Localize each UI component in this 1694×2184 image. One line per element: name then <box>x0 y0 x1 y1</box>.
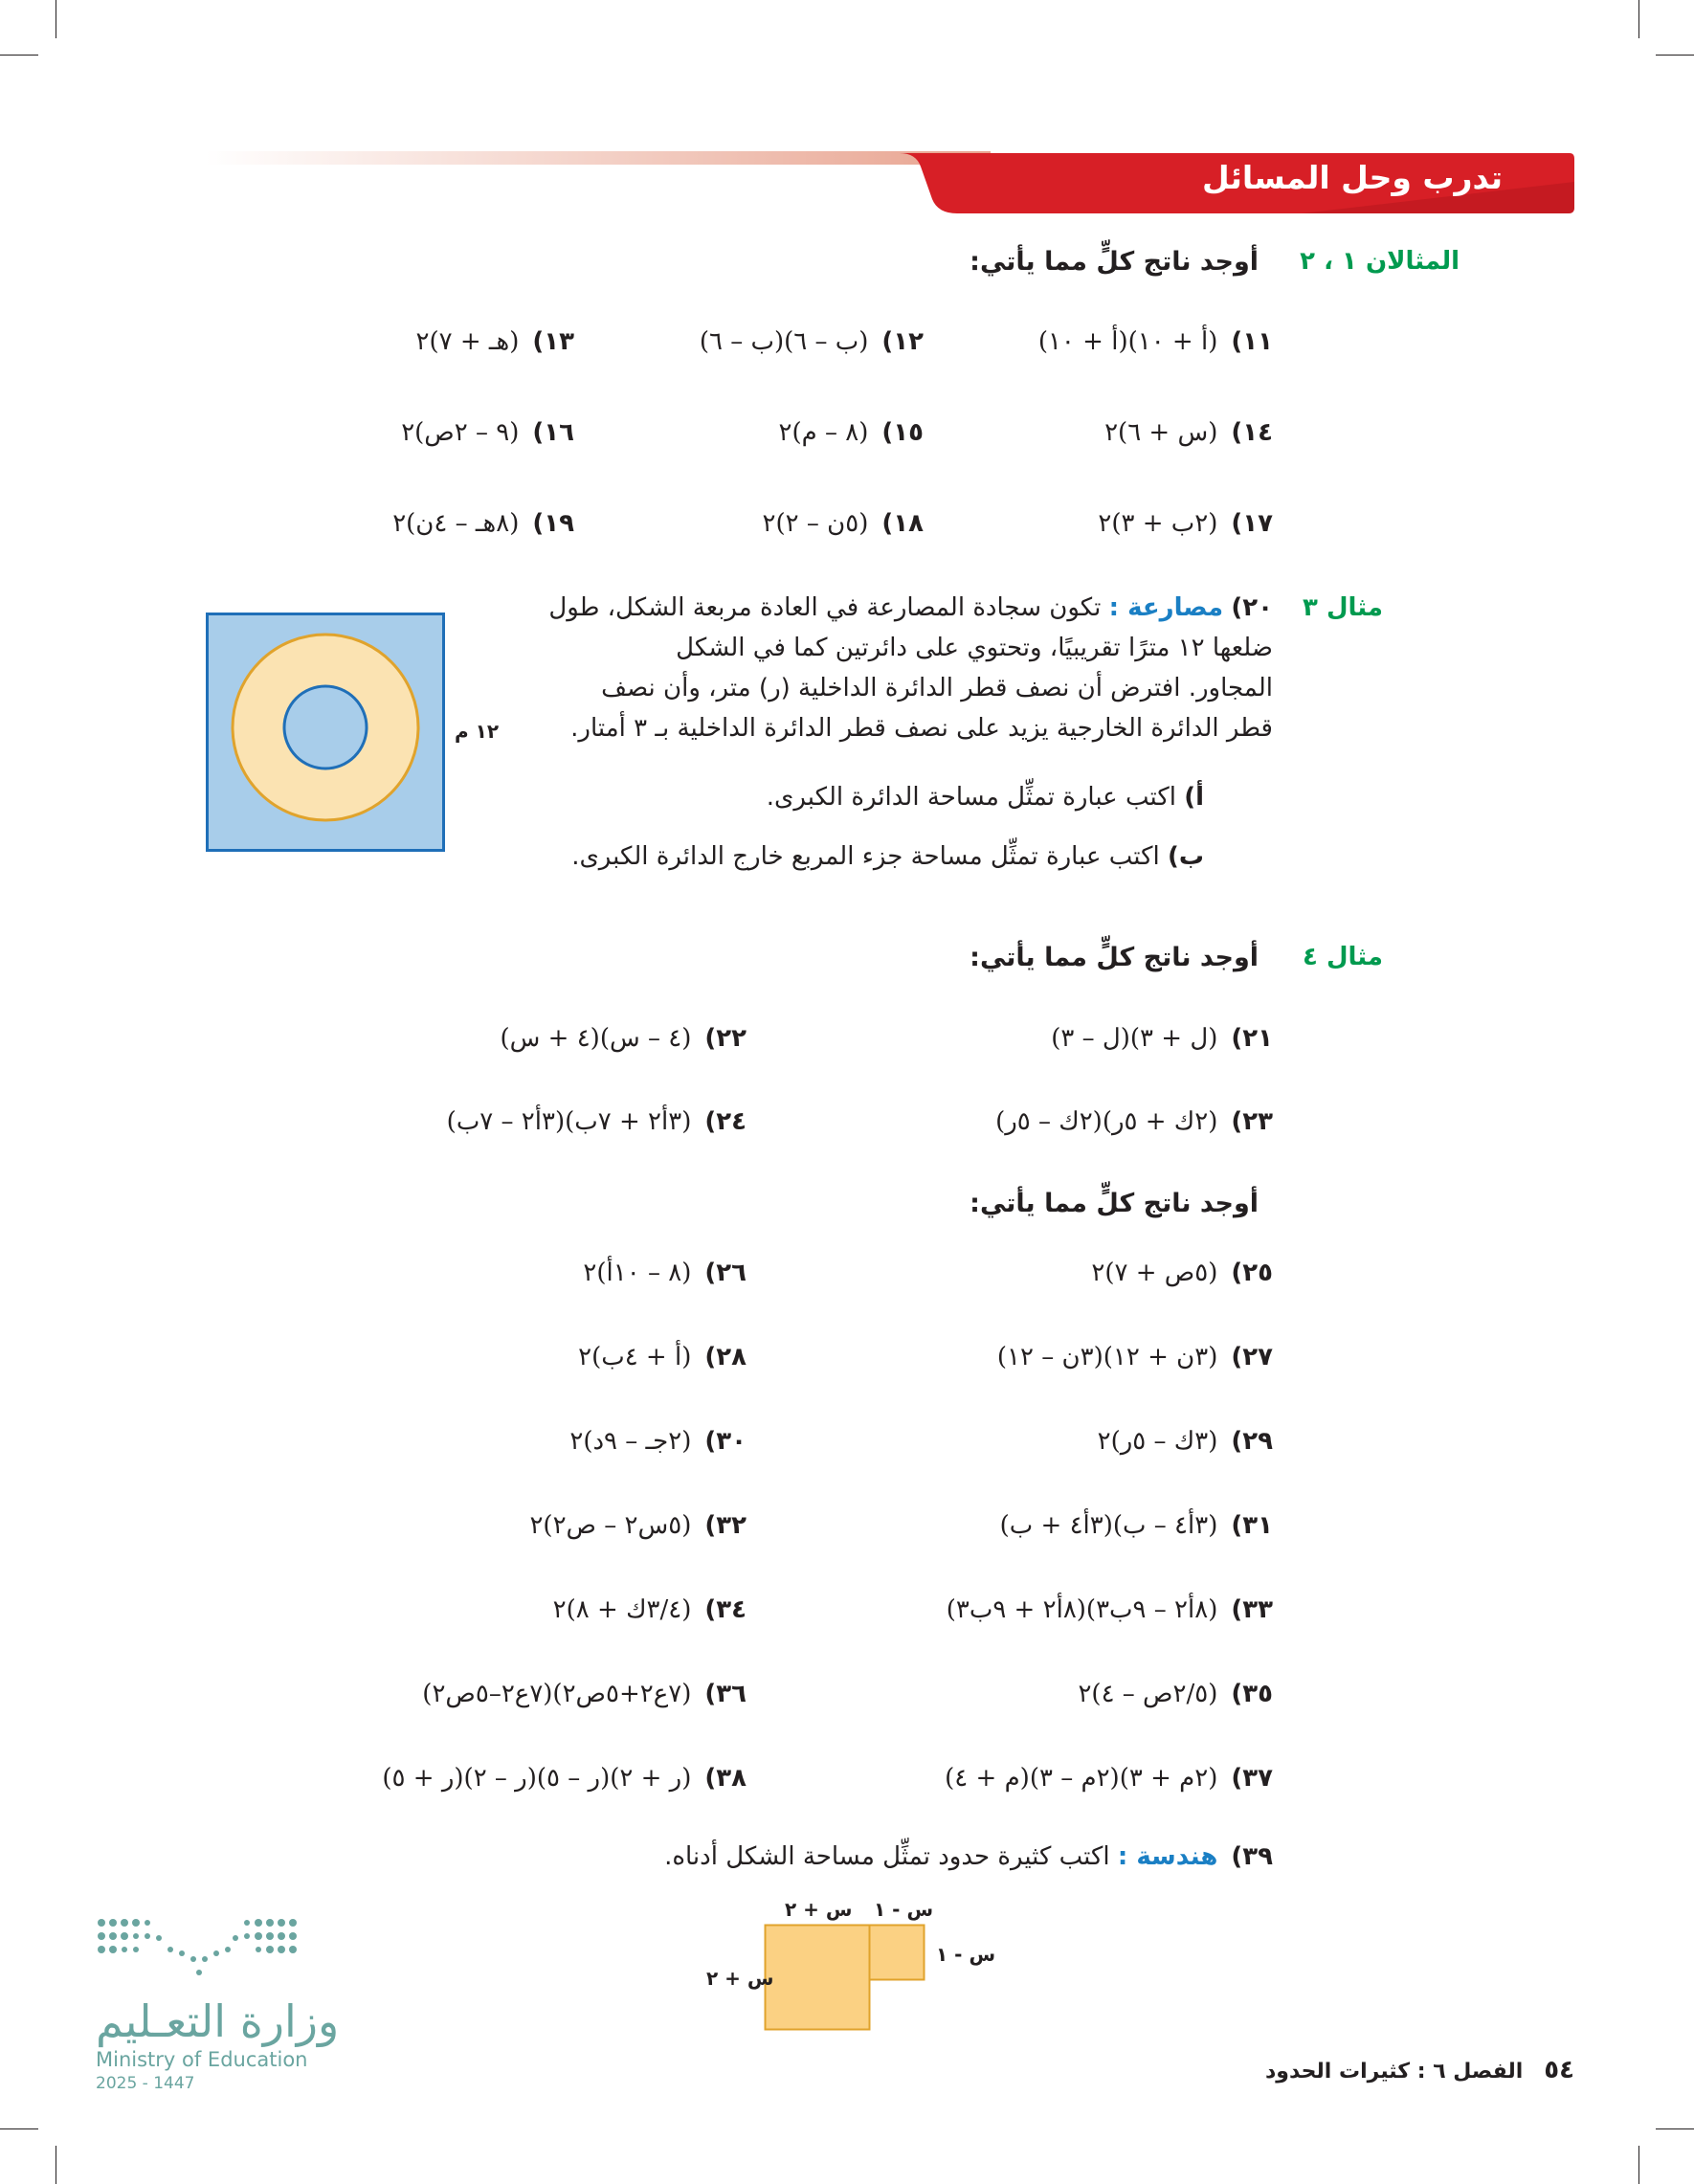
problem-number: ٢٥) <box>1231 1259 1273 1287</box>
problem <box>1091 1259 1273 1287</box>
dimension-label: س - ١ <box>874 1898 934 1921</box>
problem-expression: (٤ – س)(٤ + س) <box>500 1024 692 1053</box>
problem-expression: (٢/٥ص – ٤)٢ <box>1078 1680 1218 1708</box>
problem <box>763 509 924 538</box>
problem-expression: (٣ك – ٥ر)٢ <box>1097 1427 1218 1456</box>
problem <box>947 1595 1273 1624</box>
wrestling-mat-figure <box>206 613 445 852</box>
instruction: أوجد ناتج كلٍّ مما يأتي: <box>970 247 1259 277</box>
problem-expression: (٢جـ – ٩د)٢ <box>569 1427 692 1456</box>
problem <box>1000 1511 1273 1540</box>
problem <box>401 418 574 447</box>
dimension-label: س + ٢ <box>706 1967 774 1990</box>
paragraph-line <box>412 588 1273 628</box>
problem-number: ٣٣) <box>1231 1595 1273 1624</box>
problem-expression: (٨ – ١٠أ)٢ <box>583 1259 692 1287</box>
problem-number: ٢٣) <box>1231 1107 1273 1136</box>
problem-number: ٢٤) <box>704 1107 747 1136</box>
problem <box>569 1427 747 1456</box>
sub-label: أ) <box>1184 783 1204 812</box>
problem-expression: (٥ص + ٧)٢ <box>1091 1259 1218 1287</box>
problem-number: ١٢) <box>881 327 924 356</box>
word-problem <box>664 1842 1273 1871</box>
problem-number: ١٥) <box>881 418 924 447</box>
problem-number: ٢٨) <box>704 1343 747 1371</box>
problem-expression: (هـ + ٧)٢ <box>415 327 520 356</box>
crop-mark <box>0 55 38 56</box>
sub-question <box>571 842 1204 871</box>
ministry-name-arabic: وزارة التعـليم <box>96 1995 340 2047</box>
problem <box>1051 1024 1273 1053</box>
topic-label: هندسة : <box>1117 1842 1218 1871</box>
problem-number: ٢٧) <box>1231 1343 1273 1371</box>
problem <box>700 327 924 356</box>
problem-expression: (٣أ٢ + ٧ب)(٣أ٢ – ٧ب) <box>446 1107 692 1136</box>
problem-number: ٣١) <box>1231 1511 1273 1540</box>
problem <box>501 1024 747 1053</box>
problem <box>997 1343 1273 1371</box>
problem-expression: (٨هـ – ٤ن)٢ <box>392 509 520 538</box>
dimension-label: س + ٢ <box>785 1898 853 1921</box>
problem <box>583 1259 747 1287</box>
sub-question <box>767 783 1204 812</box>
inner-circle <box>284 686 367 769</box>
page-footer <box>1265 2056 1574 2084</box>
problem-expression: (ب – ٦)(ب – ٦) <box>699 327 869 356</box>
example-reference: مثال ٣ <box>1303 593 1383 622</box>
crop-mark <box>1656 55 1694 56</box>
problem-expression: (٥ن – ٢)٢ <box>762 509 869 538</box>
chapter-title: الفصل ٦ : كثيرات الحدود <box>1265 2060 1524 2084</box>
problem-number: ١٣) <box>532 327 574 356</box>
dimension-label: س - ١ <box>936 1943 996 1966</box>
problem-expression: (٩ – ٢ص)٢ <box>401 418 520 447</box>
problem-expression: (٢ك + ٥ر)(٢ك – ٥ر) <box>995 1107 1218 1136</box>
problem <box>529 1511 747 1540</box>
problem-expression: (٧ع٢+٥ص٢)(٧ع٢–٥ص٢) <box>422 1680 692 1708</box>
sub-text: اكتب عبارة تمثِّل مساحة الدائرة الكبرى. <box>766 783 1176 812</box>
problem-number: ٢٢) <box>704 1024 747 1053</box>
section-title: تدرب وحل المسائل <box>1202 159 1503 196</box>
problem-expression: (أ + ١٠)(أ + ١٠) <box>1037 327 1218 356</box>
problem-expression: (٥س٢ – ص٢)٢ <box>529 1511 692 1540</box>
problem-expression: (٣أ٤ – ب)(٣أ٤ + ب) <box>999 1511 1218 1540</box>
small-square <box>870 1926 925 1980</box>
problem-number: ١٤) <box>1231 418 1273 447</box>
problem <box>778 418 924 447</box>
problem-expression: (ل + ٣)(ل – ٣) <box>1051 1024 1218 1053</box>
problem-number: ١٩) <box>532 509 574 538</box>
problem <box>1038 327 1273 356</box>
problem <box>945 1764 1273 1793</box>
ministry-name-english: Ministry of Education <box>96 2048 308 2071</box>
problem <box>382 1764 747 1793</box>
problem-number: ٣٢) <box>704 1511 747 1540</box>
line-text: تكون سجادة المصارعة في العادة مربعة الشكل، طول <box>548 593 1102 622</box>
problem-number: ٢٩) <box>1231 1427 1273 1456</box>
problem-number: ١٨) <box>881 509 924 538</box>
problem <box>1098 1427 1273 1456</box>
problem-number: ٢٦) <box>704 1259 747 1287</box>
problem-number: ٣٩) <box>1231 1842 1273 1871</box>
problem-expression: (٢م + ٣)(٢م – ٣)(م + ٤) <box>945 1764 1218 1793</box>
crop-mark <box>1638 0 1639 38</box>
problem <box>995 1107 1273 1136</box>
word-problem <box>412 588 1273 748</box>
geometry-figure <box>764 1924 928 2031</box>
problem-number: ١١) <box>1231 327 1273 356</box>
problem-expression: (٨أ٢ – ٩ب٣)(٨أ٢ + ٩ب٣) <box>946 1595 1218 1624</box>
example-reference: المثالان ١ ، ٢ <box>1300 247 1460 276</box>
problem-expression: (٣/٤ك + ٨)٢ <box>552 1595 692 1624</box>
problem <box>553 1595 747 1624</box>
problem-expression: (أ + ٤ب)٢ <box>578 1343 692 1371</box>
paragraph-line: ضلعها ١٢ مترًا تقريبيًا، وتحتوي على دائرتين كما في الشكل <box>676 634 1273 662</box>
problem <box>1078 1680 1273 1708</box>
large-square <box>766 1926 870 2030</box>
problem-expression: (٨ – م)٢ <box>778 418 869 447</box>
ministry-year: 2025 - 1447 <box>96 2074 195 2093</box>
problem <box>415 327 574 356</box>
sub-text: اكتب عبارة تمثِّل مساحة جزء المربع خارج الدائرة الكبرى. <box>571 842 1160 871</box>
problem <box>392 509 574 538</box>
problem-number: ٣٤) <box>704 1595 747 1624</box>
page-number: ٥٤ <box>1544 2056 1574 2084</box>
problem-expression: (٣ن + ١٢)(٣ن – ١٢) <box>996 1343 1218 1371</box>
problem-number: ٢١) <box>1231 1024 1273 1053</box>
problem <box>578 1343 747 1371</box>
problem <box>447 1107 747 1136</box>
instruction: أوجد ناتج كلٍّ مما يأتي: <box>970 1189 1259 1218</box>
example-reference: مثال ٤ <box>1303 943 1383 971</box>
problem-expression: (س + ٦)٢ <box>1104 418 1218 447</box>
side-length-label: ١٢ م <box>455 720 500 743</box>
crop-mark <box>1638 2146 1639 2184</box>
banner-fade <box>206 151 991 165</box>
problem-number: ١٧) <box>1231 509 1273 538</box>
problem <box>422 1680 747 1708</box>
crop-mark <box>1656 2128 1694 2129</box>
problem-expression: (ر + ٢)(ر – ٥)(ر – ٢)(ر + ٥) <box>382 1764 692 1793</box>
problem-number: ٣٥) <box>1231 1680 1273 1708</box>
crop-mark <box>0 2128 38 2129</box>
problem <box>1104 418 1273 447</box>
problem-number: ٣٨) <box>704 1764 747 1793</box>
problem <box>1098 509 1273 538</box>
paragraph-line: قطر الدائرة الخارجية يزيد على نصف قطر الدائرة الداخلية بـ ٣ أمتار. <box>570 714 1273 743</box>
problem-text: اكتب كثيرة حدود تمثِّل مساحة الشكل أدناه. <box>664 1842 1110 1871</box>
problem-number: ٣٧) <box>1231 1764 1273 1793</box>
problem-number: ١٦) <box>532 418 574 447</box>
paragraph-line: المجاور. افترض أن نصف قطر الدائرة الداخلية (ر) متر، وأن نصف <box>601 674 1273 702</box>
problem-expression: (٢ب + ٣)٢ <box>1098 509 1218 538</box>
instruction: أوجد ناتج كلٍّ مما يأتي: <box>970 943 1259 972</box>
problem-number: ٢٠) <box>1231 593 1273 622</box>
sub-label: ب) <box>1167 842 1204 871</box>
ministry-logo-icon <box>96 1917 299 1986</box>
problem-number: ٣٠) <box>704 1427 747 1456</box>
problem-number: ٣٦) <box>704 1680 747 1708</box>
topic-label: مصارعة : <box>1108 593 1224 622</box>
